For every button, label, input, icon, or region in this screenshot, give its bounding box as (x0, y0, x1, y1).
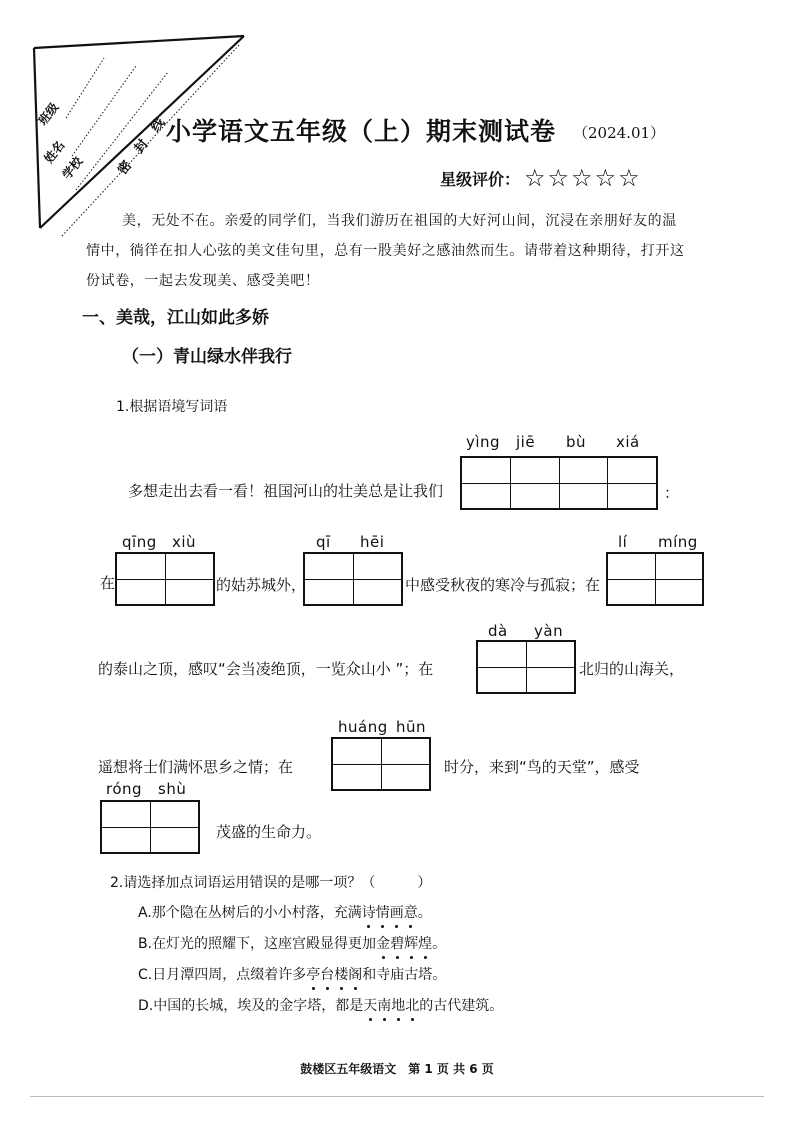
option-text: B.在灯光的照耀下，这座宫殿显得更加 (138, 936, 377, 952)
pinyin: lí (618, 533, 628, 551)
sub-section-heading: （一）青山绿水伴我行 (122, 347, 292, 367)
pinyin: hūn (396, 718, 427, 736)
sentence-text: ： (664, 484, 680, 502)
star-icon[interactable]: ☆ (547, 164, 570, 192)
pinyin-group-1 (466, 433, 656, 451)
rating-label: 星级评价： (440, 169, 521, 189)
answer-grid-7[interactable] (100, 800, 200, 854)
answer-grid-3[interactable] (303, 552, 403, 606)
dotted-char: 意 (404, 902, 418, 924)
exam-date: （2024.01） (573, 124, 666, 142)
bottom-divider (30, 1096, 764, 1097)
dotted-char: 天 (363, 995, 377, 1017)
class-label: 班级 (35, 100, 62, 128)
sentence-text: 北归的山海关， (579, 660, 685, 678)
dotted-char: 画 (390, 902, 404, 924)
option-text: 和寺庙古塔。 (362, 967, 447, 983)
sentence-text: 多想走出去看一看！祖国河山的壮美总是让我们 (128, 482, 444, 500)
answer-grid-2[interactable] (115, 552, 215, 606)
pinyin: hēi (360, 533, 385, 551)
dotted-char: 诗 (362, 902, 376, 924)
question-1-prompt: 1.根据语境写词语 (116, 399, 228, 415)
pinyin: xiù (172, 533, 197, 551)
sentence-text: 的姑苏城外， (216, 576, 307, 594)
dotted-word (376, 936, 432, 952)
pinyin: qīng (122, 533, 157, 551)
choice-list (138, 902, 503, 1026)
dotted-word (306, 967, 362, 983)
star-icon[interactable]: ☆ (594, 164, 617, 192)
answer-grid-1[interactable] (460, 456, 658, 510)
pinyin: róng (106, 780, 143, 798)
dotted-char: 楼 (334, 964, 348, 986)
dotted-char: 碧 (390, 933, 404, 955)
pinyin: yìng (466, 433, 501, 451)
answer-grid-5[interactable] (476, 640, 576, 694)
dotted-char: 金 (376, 933, 390, 955)
dotted-char: 地 (391, 995, 405, 1017)
option-text: 的古代建筑。 (419, 998, 504, 1014)
sentence-text: 茂盛的生命力。 (216, 823, 322, 841)
pinyin: yàn (534, 622, 564, 640)
pinyin-group-6 (338, 718, 436, 736)
pinyin-group-5 (488, 622, 574, 640)
page-footer: 鼓楼区五年级语文 第 1 页 共 6 页 (300, 1062, 494, 1076)
pinyin: jiē (516, 433, 536, 451)
question-2-prompt: 2.请选择加点词语运用错误的是哪一项？（ ） (110, 875, 432, 891)
star-rating (440, 166, 642, 190)
sentence-text: 时分，来到“鸟的天堂”，感受 (444, 758, 640, 776)
dotted-char: 南 (377, 995, 391, 1017)
sentence-text: 中感受秋夜的寒冷与孤寂；在 (405, 576, 601, 594)
dotted-word (362, 905, 418, 921)
choice-option-c[interactable] (138, 964, 503, 995)
choice-option-a[interactable] (138, 902, 503, 933)
answer-grid-4[interactable] (606, 552, 704, 606)
pinyin-group-4 (618, 533, 702, 551)
option-text: 。 (432, 936, 447, 952)
dotted-char: 台 (320, 964, 334, 986)
pinyin-group-3 (316, 533, 400, 551)
section-heading: 一、美哉，江山如此多娇 (82, 308, 269, 328)
school-label: 学校 (59, 154, 86, 182)
dotted-char: 情 (376, 902, 390, 924)
dotted-char: 亭 (306, 964, 320, 986)
option-text: C.日月潭四周，点缀着许多 (138, 967, 307, 983)
star-icon[interactable]: ☆ (571, 164, 593, 192)
choice-option-d[interactable] (138, 995, 503, 1026)
dotted-char: 北 (405, 995, 419, 1017)
dotted-word (363, 998, 419, 1014)
choice-option-b[interactable] (138, 933, 503, 964)
pinyin: huáng (338, 718, 388, 736)
dotted-char: 阁 (348, 964, 362, 986)
pinyin: qī (316, 533, 331, 551)
pinyin-group-2 (122, 533, 212, 551)
pinyin: míng (658, 533, 698, 551)
star-list (524, 166, 642, 190)
option-text: 。 (417, 905, 432, 921)
sentence-text: 遥想将士们满怀思乡之情；在 (98, 758, 294, 776)
option-text: D.中国的长城，埃及的金字塔，都是 (138, 998, 364, 1014)
pinyin: shù (158, 780, 187, 798)
exam-title: 小学语文五年级（上）期末测试卷 (166, 117, 557, 146)
seal-line-label: 密封线 (115, 104, 177, 178)
pinyin: xiá (616, 433, 640, 451)
option-text: A.那个隐在丛树后的小小村落，充满 (138, 905, 362, 921)
answer-grid-6[interactable] (331, 737, 431, 791)
name-label: 姓名 (41, 138, 68, 166)
pinyin: bù (566, 433, 587, 451)
pinyin: dà (488, 622, 508, 640)
sentence-text: 在 (100, 574, 116, 592)
dotted-char: 辉 (404, 933, 418, 955)
pinyin-group-7 (106, 780, 198, 798)
star-icon[interactable]: ☆ (618, 164, 640, 192)
intro-paragraph: 美，无处不在。亲爱的同学们，当我们游历在祖国的大好河山间，沉浸在亲朋好友的温情中，徜徉在扣人心弦的美文佳句里，总有一股美好之感油然而生。请带着这种期待，打开这份试卷，一起去发现美、感受美吧！ (86, 213, 685, 289)
dotted-char: 煌 (418, 933, 432, 955)
sentence-text: 的泰山之顶，感叹“会当凌绝顶，一览众山小 ”；在 (98, 660, 434, 678)
star-icon[interactable]: ☆ (524, 164, 546, 192)
